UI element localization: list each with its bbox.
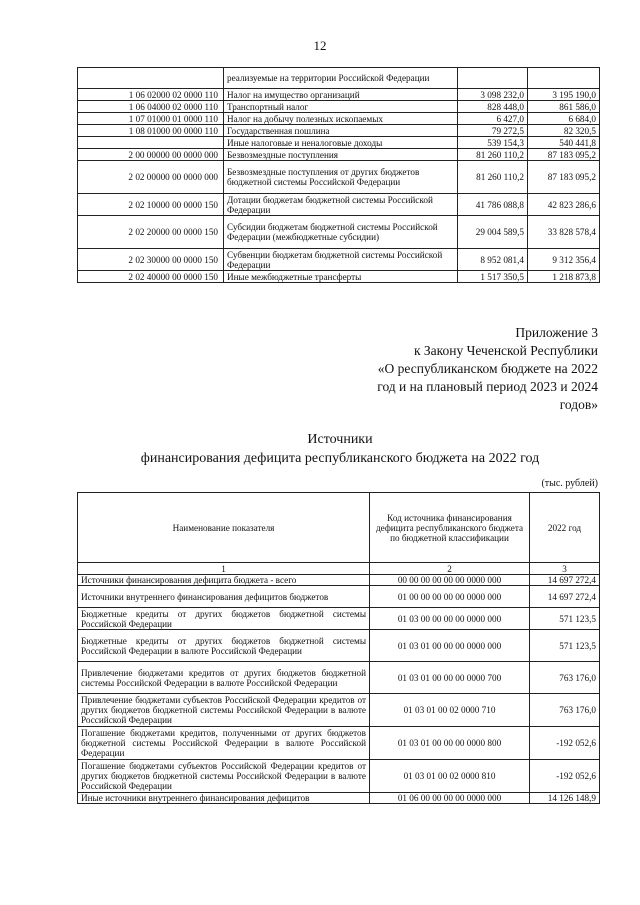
header-year: 2022 год	[530, 493, 600, 563]
value-cell: 6 684,0	[528, 113, 600, 125]
table-row	[78, 271, 600, 283]
title-line-1: Источники	[307, 432, 373, 447]
appendix-line: годов»	[559, 397, 598, 412]
header-name: Наименование показателя	[78, 493, 370, 563]
amount-cell: 14 697 272,4	[530, 575, 600, 586]
table-row	[78, 793, 600, 804]
source-code-cell: 01 06 00 00 00 00 0000 000	[370, 793, 530, 804]
page-number: 12	[313, 38, 327, 53]
name-cell: Государственная пошлина	[224, 125, 458, 137]
indicator-name-cell: Бюджетные кредиты от других бюджетов бюджетной системы Российской Федерации	[78, 608, 370, 630]
budget-code-cell: 1 06 02000 02 0000 110	[78, 89, 224, 101]
table-row	[78, 161, 600, 194]
value-cell: 9 312 356,4	[528, 249, 600, 271]
budget-code-cell: 1 08 01000 00 0000 110	[78, 125, 224, 137]
budget-code-cell	[78, 68, 224, 89]
name-cell: Безвозмездные поступления от других бюджетов бюджетной системы Российской Федерации	[224, 161, 458, 194]
value-cell: 861 586,0	[528, 101, 600, 113]
budget-code-cell: 2 00 00000 00 0000 000	[78, 149, 224, 161]
table-row	[78, 608, 600, 630]
name-cell: реализуемые на территории Российской Федерации	[224, 68, 458, 89]
financing-sources-table	[77, 492, 600, 804]
indicator-name-cell: Погашение бюджетами кредитов, полученными от других бюджетов бюджетной системы Российской Федерации в валюте Российской Федерации	[78, 727, 370, 760]
table-row	[78, 194, 600, 216]
budget-code-cell: 2 02 00000 00 0000 000	[78, 161, 224, 194]
table-row	[78, 586, 600, 608]
table-row	[78, 149, 600, 161]
value-cell: 540 441,8	[528, 137, 600, 149]
amount-cell: 763 176,0	[530, 662, 600, 694]
value-cell: 82 320,5	[528, 125, 600, 137]
table-row	[78, 89, 600, 101]
indicator-name-cell: Привлечение бюджетами кредитов от других бюджетов бюджетной системы Российской Федерации в валюте Российской Федерации	[78, 662, 370, 694]
amount-cell: 571 123,5	[530, 630, 600, 662]
table-row	[78, 113, 600, 125]
amount-cell: -192 052,6	[530, 727, 600, 760]
value-cell: 828 448,0	[458, 101, 528, 113]
source-code-cell: 01 03 01 00 00 00 0000 700	[370, 662, 530, 694]
source-code-cell: 01 03 00 00 00 00 0000 000	[370, 608, 530, 630]
column-numbers-row	[78, 563, 600, 575]
value-cell: 81 260 110,2	[458, 149, 528, 161]
indicator-name-cell: Источники финансирования дефицита бюджета - всего	[78, 575, 370, 586]
units-label: (тыс. рублей)	[541, 478, 598, 489]
budget-code-cell: 1 06 04000 02 0000 110	[78, 101, 224, 113]
indicator-name-cell: Источники внутреннего финансирования дефицитов бюджетов	[78, 586, 370, 608]
table-row	[78, 216, 600, 249]
budget-code-cell: 2 02 10000 00 0000 150	[78, 194, 224, 216]
value-cell: 3 195 190,0	[528, 89, 600, 101]
value-cell: 33 828 578,4	[528, 216, 600, 249]
table-row	[78, 575, 600, 586]
value-cell: 42 823 286,6	[528, 194, 600, 216]
column-number: 1	[78, 563, 370, 575]
source-code-cell: 01 03 01 00 02 0000 710	[370, 694, 530, 727]
table-row	[78, 101, 600, 113]
name-cell: Иные межбюджетные трансферты	[224, 271, 458, 283]
appendix-line: к Закону Чеченской Республики	[413, 343, 598, 358]
value-cell: 6 427,0	[458, 113, 528, 125]
name-cell: Налог на имущество организаций	[224, 89, 458, 101]
header-code: Код источника финансирования дефицита республиканского бюджета по бюджетной классификации	[370, 493, 530, 563]
column-number: 3	[530, 563, 600, 575]
value-cell: 87 183 095,2	[528, 161, 600, 194]
amount-cell: 14 697 272,4	[530, 586, 600, 608]
amount-cell: 763 176,0	[530, 694, 600, 727]
source-code-cell: 01 03 01 00 00 00 0000 800	[370, 727, 530, 760]
appendix-line: Приложение 3	[515, 325, 598, 340]
indicator-name-cell: Бюджетные кредиты от других бюджетов бюджетной системы Российской Федерации в валюте Российской Федерации	[78, 630, 370, 662]
table-row	[78, 68, 600, 89]
table-row	[78, 760, 600, 793]
name-cell: Налог на добычу полезных ископаемых	[224, 113, 458, 125]
table-row	[78, 137, 600, 149]
budget-code-cell: 1 07 01000 01 0000 110	[78, 113, 224, 125]
table-row	[78, 727, 600, 760]
value-cell: 3 098 232,0	[458, 89, 528, 101]
amount-cell: -192 052,6	[530, 760, 600, 793]
amount-cell: 571 123,5	[530, 608, 600, 630]
value-cell: 8 952 081,4	[458, 249, 528, 271]
value-cell: 41 786 088,8	[458, 194, 528, 216]
table-row	[78, 694, 600, 727]
value-cell: 79 272,5	[458, 125, 528, 137]
source-code-cell: 00 00 00 00 00 00 0000 000	[370, 575, 530, 586]
appendix-header	[298, 324, 598, 414]
indicator-name-cell: Погашение бюджетами субъектов Российской Федерации кредитов от других бюджетов бюджетной системы Российской Федерации в валюте Российской Федерации	[78, 760, 370, 793]
document-title	[80, 430, 600, 468]
value-cell: 87 183 095,2	[528, 149, 600, 161]
indicator-name-cell: Привлечение бюджетами субъектов Российской Федерации кредитов от других бюджетов бюджетной системы Российской Федерации в валюте Российской Федерации	[78, 694, 370, 727]
appendix-line: «О республиканском бюджете на 2022	[377, 361, 598, 376]
budget-code-cell: 2 02 30000 00 0000 150	[78, 249, 224, 271]
revenue-table	[77, 67, 600, 283]
value-cell	[528, 68, 600, 89]
budget-code-cell: 2 02 40000 00 0000 150	[78, 271, 224, 283]
value-cell: 539 154,3	[458, 137, 528, 149]
indicator-name-cell: Иные источники внутреннего финансирования дефицитов	[78, 793, 370, 804]
source-code-cell: 01 03 01 00 02 0000 810	[370, 760, 530, 793]
name-cell: Транспортный налог	[224, 101, 458, 113]
table-row	[78, 630, 600, 662]
source-code-cell: 01 00 00 00 00 00 0000 000	[370, 586, 530, 608]
table-row	[78, 662, 600, 694]
value-cell: 29 004 589,5	[458, 216, 528, 249]
value-cell: 81 260 110,2	[458, 161, 528, 194]
name-cell: Безвозмездные поступления	[224, 149, 458, 161]
budget-code-cell: 2 02 20000 00 0000 150	[78, 216, 224, 249]
value-cell	[458, 68, 528, 89]
name-cell: Субсидии бюджетам бюджетной системы Российской Федерации (межбюджетные субсидии)	[224, 216, 458, 249]
source-code-cell: 01 03 01 00 00 00 0000 000	[370, 630, 530, 662]
budget-code-cell	[78, 137, 224, 149]
column-number: 2	[370, 563, 530, 575]
table-row	[78, 125, 600, 137]
table-row	[78, 249, 600, 271]
title-line-2: финансирования дефицита республиканского бюджета на 2022 год	[140, 451, 540, 466]
amount-cell: 14 126 148,9	[530, 793, 600, 804]
appendix-line: год и на плановый период 2023 и 2024	[377, 379, 598, 394]
name-cell: Дотации бюджетам бюджетной системы Российской Федерации	[224, 194, 458, 216]
header-row	[78, 493, 600, 563]
name-cell: Субвенции бюджетам бюджетной системы Российской Федерации	[224, 249, 458, 271]
value-cell: 1 517 350,5	[458, 271, 528, 283]
value-cell: 1 218 873,8	[528, 271, 600, 283]
name-cell: Иные налоговые и неналоговые доходы	[224, 137, 458, 149]
